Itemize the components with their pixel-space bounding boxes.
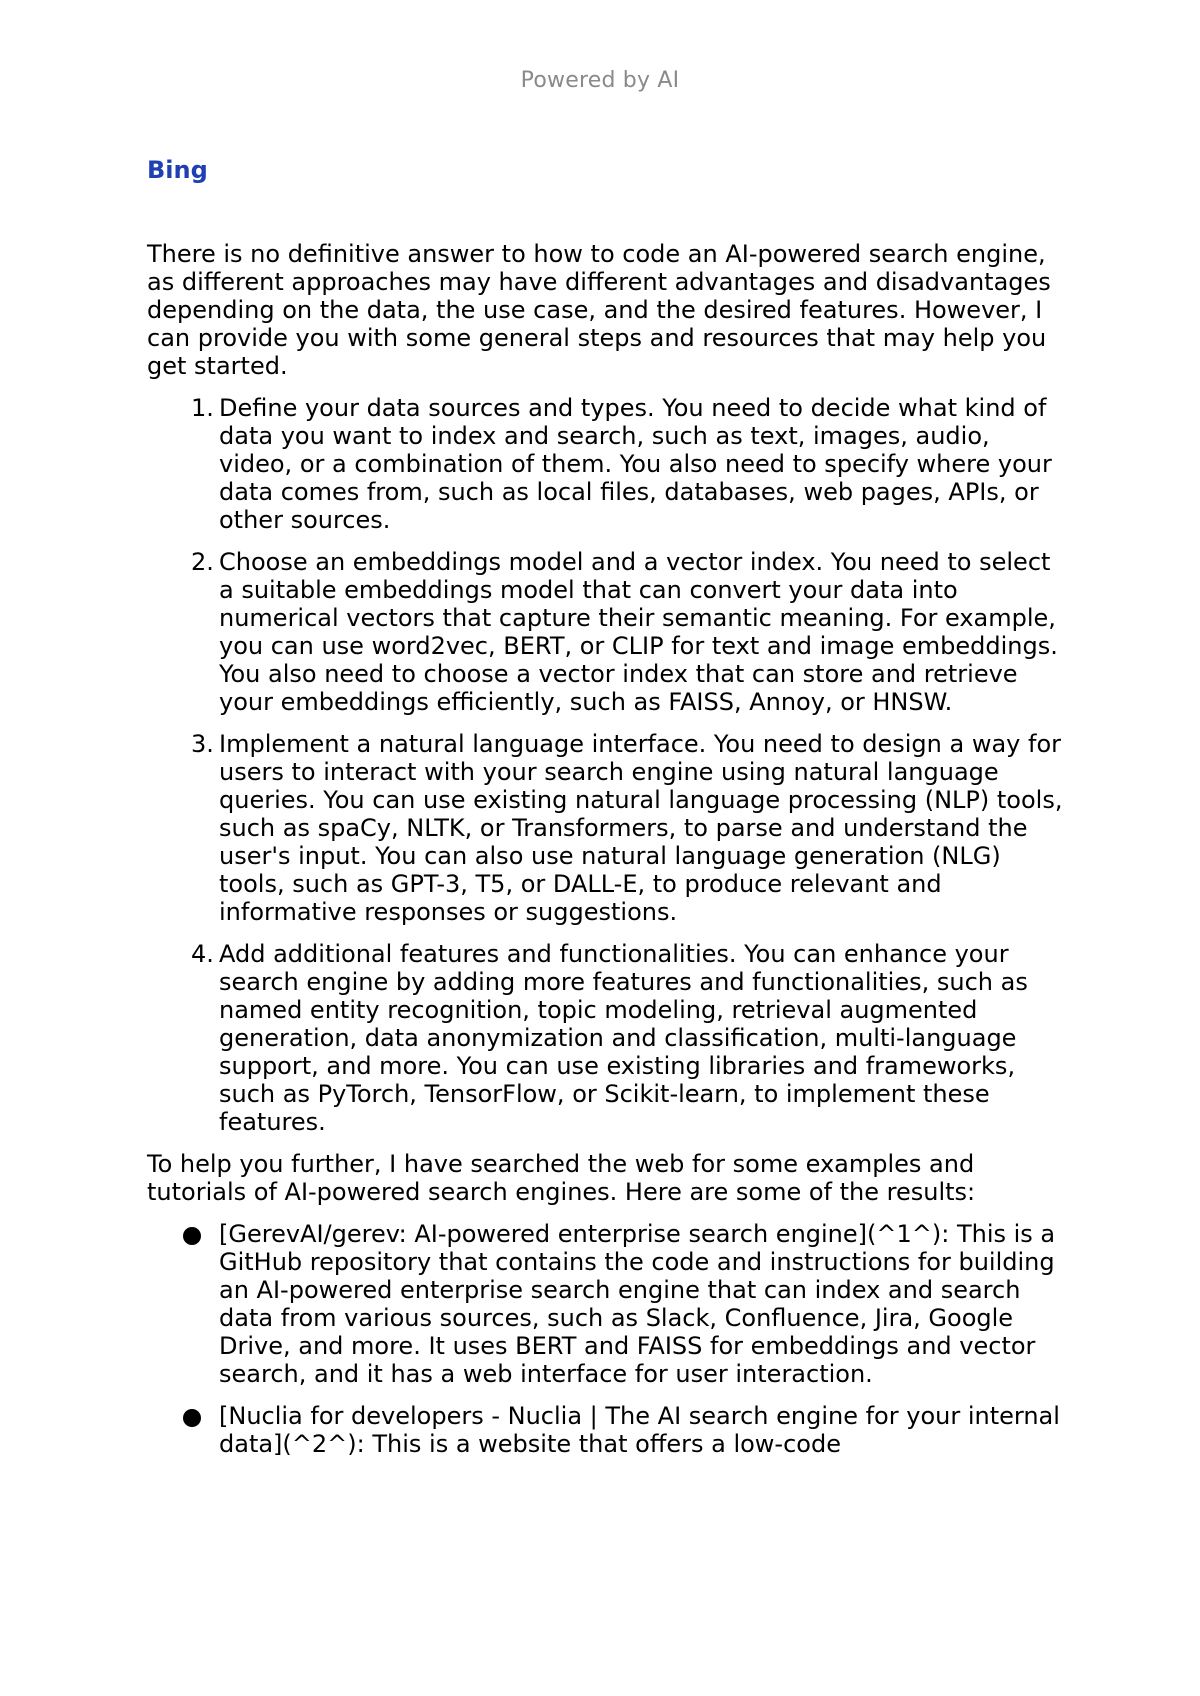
steps-list — [147, 394, 1067, 1136]
answer-body — [147, 240, 1067, 1472]
step-item — [147, 548, 1067, 716]
step-text: Implement a natural language interface. You need to design a way for users to interact with your search engine using natural language queries. You can use existing natural language processing (NLP) tools, such as spaCy, NLTK, or Transformers, to parse and understand the user's input. You can also use natural language generation (NLG) tools, such as GPT-3, T5, or DALL-E, to produce relevant and informative responses or suggestions. — [219, 730, 1063, 926]
result-item — [147, 1402, 1067, 1458]
step-item — [147, 394, 1067, 534]
step-number: 1. — [191, 394, 214, 422]
followup-paragraph: To help you further, I have searched the web for some examples and tutorials of AI-powered search engines. Here are some of the results: — [147, 1150, 976, 1206]
source-label: Bing — [147, 156, 208, 184]
step-text: Choose an embeddings model and a vector index. You need to select a suitable embeddings model that can convert your data into numerical vectors that capture their semantic meaning. For example, you can use word2vec, BERT, or CLIP for text and image embeddings. You also need to choose a vector index that can store and retrieve your embeddings efficiently, such as FAISS, Annoy, or HNSW. — [219, 548, 1058, 716]
intro-paragraph: There is no definitive answer to how to code an AI-powered search engine, as different approaches may have different advantages and disadvantages depending on the data, the use case, and the desired features. However, I can provide you with some general steps and resources that may help you get started. — [147, 240, 1051, 380]
bullet-icon — [183, 1227, 201, 1245]
result-text: [Nuclia for developers - Nuclia | The AI search engine for your internal data](^2^): This is a website that offers a low-code — [219, 1402, 1060, 1458]
step-number: 2. — [191, 548, 214, 576]
page-header: Powered by AI — [520, 68, 680, 93]
step-number: 3. — [191, 730, 214, 758]
results-list — [147, 1220, 1067, 1458]
step-item — [147, 940, 1067, 1136]
result-item — [147, 1220, 1067, 1388]
bullet-icon — [183, 1409, 201, 1427]
step-item — [147, 730, 1067, 926]
result-text: [GerevAI/gerev: AI-powered enterprise search engine](^1^): This is a GitHub repository that contains the code and instructions for building an AI-powered enterprise search engine that can index and search data from various sources, such as Slack, Confluence, Jira, Google Drive, and more. It uses BERT and FAISS for embeddings and vector search, and it has a web interface for user interaction. — [219, 1220, 1056, 1388]
step-text: Define your data sources and types. You need to decide what kind of data you want to index and search, such as text, images, audio, video, or a combination of them. You also need to specify where your data comes from, such as local files, databases, web pages, APIs, or other sources. — [219, 394, 1052, 534]
step-text: Add additional features and functionalities. You can enhance your search engine by adding more features and functionalities, such as named entity recognition, topic modeling, retrieval augmented generation, data anonymization and classification, multi-language support, and more. You can use existing libraries and frameworks, such as PyTorch, TensorFlow, or Scikit-learn, to implement these features. — [219, 940, 1028, 1136]
step-number: 4. — [191, 940, 214, 968]
